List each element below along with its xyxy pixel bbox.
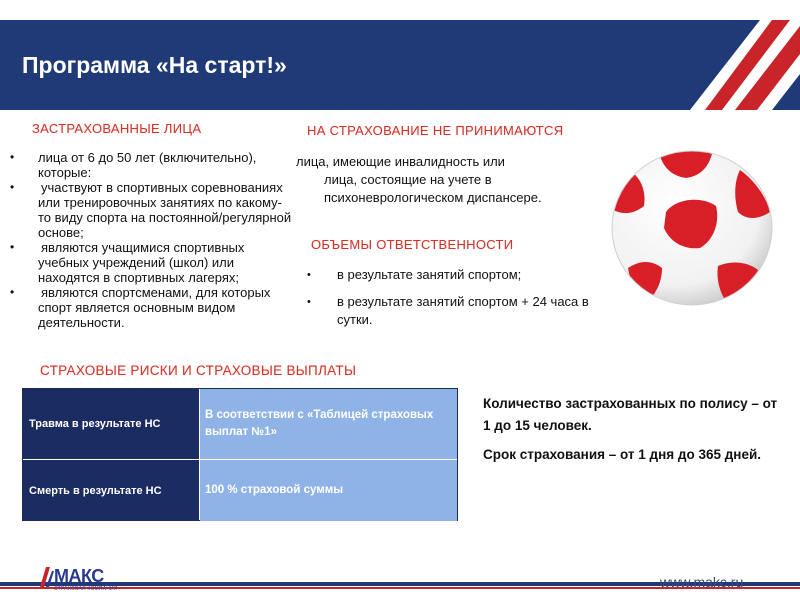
bullet-icon: • (307, 269, 311, 281)
not-insured-line1: лица, имеющие инвалидность или (296, 154, 505, 169)
insured-heading: ЗАСТРАХОВАННЫЕ ЛИЦА (32, 121, 202, 136)
list-item: • в результате занятий спортом + 24 часа в сутки. (307, 294, 589, 327)
insurance-term-text: Срок страхования – от 1 дня до 365 дней. (483, 447, 762, 462)
table-row (23, 460, 457, 521)
makc-logo (40, 565, 135, 597)
risk-cell: Смерть в результате НС (23, 460, 199, 521)
list-item: • являются спортсменами, для которых спорт является основным видом деятельности. (10, 285, 271, 330)
risks-table (22, 388, 458, 521)
soccer-ball-icon (608, 148, 776, 308)
list-item: • участвуют в спортивных соревнованиях или тренировочных занятиях по какому-то виду спорта на постоянной/регулярной основе; (10, 180, 292, 240)
bullet-icon: • (10, 285, 15, 299)
logo-mark-icon (40, 567, 54, 587)
list-item: • лица от 6 до 50 лет (включительно), которые: (10, 150, 257, 180)
not-insured-line2: лица, состоящие на учете в психоневрологическом диспансере. (324, 172, 542, 205)
not-insured-text (296, 153, 558, 207)
insured-count-text: Количество застрахованных по полису – от 1 до 15 человек. (483, 396, 778, 433)
logo-text: МАКС (54, 566, 104, 586)
bullet-icon: • (10, 180, 15, 194)
liability-list (307, 266, 597, 338)
bullet-icon: • (307, 296, 311, 308)
risk-cell: Травма в результате НС (23, 389, 199, 459)
bullet-icon: • (10, 240, 15, 254)
table-row (23, 389, 457, 459)
website-link[interactable]: www.makc.ru (660, 574, 744, 590)
risks-heading: СТРАХОВЫЕ РИСКИ И СТРАХОВЫЕ ВЫПЛАТЫ (40, 363, 357, 378)
liability-heading: ОБЪЕМЫ ОТВЕТСТВЕННОСТИ (311, 237, 514, 252)
policy-info (483, 393, 783, 473)
logo-subtitle: СТРАХОВАЯ КОМПАНИЯ (54, 586, 118, 592)
bullet-icon: • (10, 150, 15, 164)
header-band (0, 20, 800, 110)
payout-cell: 100 % страховой суммы (200, 460, 457, 521)
not-insured-heading: НА СТРАХОВАНИЕ НЕ ПРИНИМАЮТСЯ (307, 123, 564, 138)
payout-cell: В соответствии с «Таблицей страховых выплат №1» (200, 389, 457, 459)
list-item: • являются учащимися спортивных учебных учреждений (школ) или находятся в спортивных лагерях; (10, 240, 245, 285)
insured-list (10, 150, 295, 330)
list-item: • в результате занятий спортом; (307, 267, 522, 282)
page-title: Программа «На старт!» (22, 52, 287, 78)
